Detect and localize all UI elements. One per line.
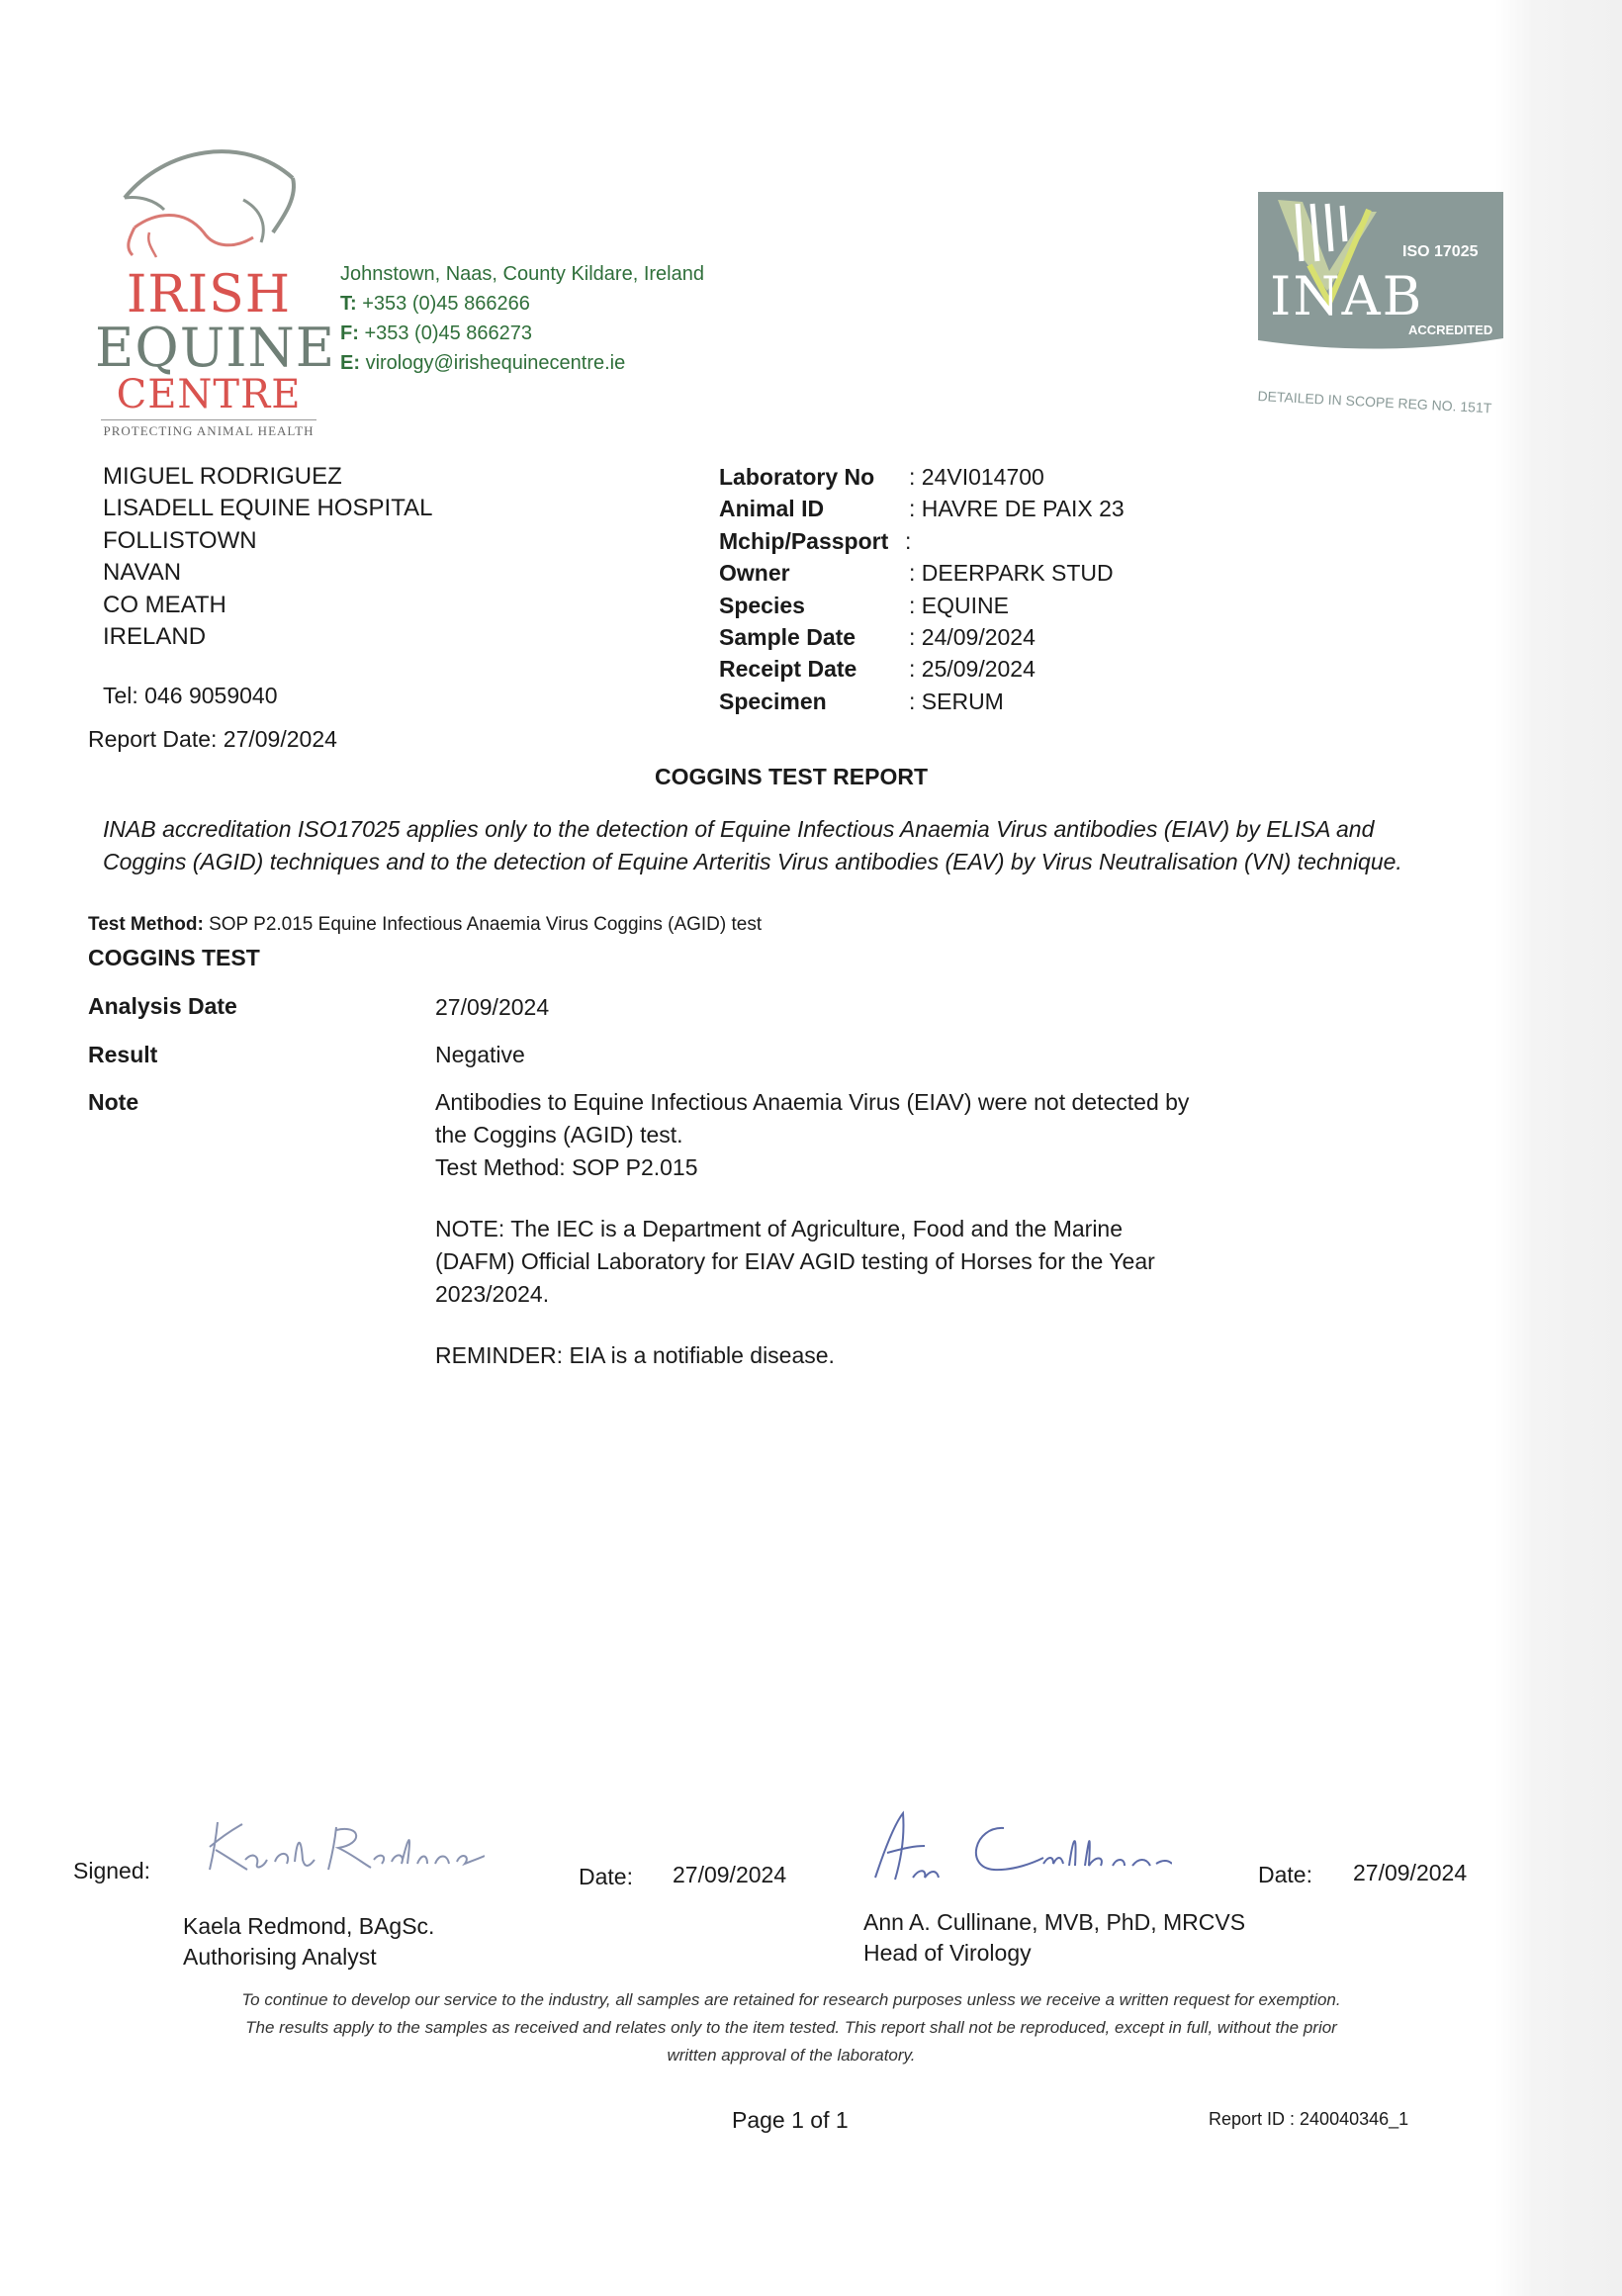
signed-label: Signed: (73, 1858, 151, 1883)
inab-testing: TESTING (1416, 356, 1494, 376)
logo-irish: IRISH (126, 265, 292, 324)
analysis-date-value: 27/09/2024 (435, 994, 550, 1020)
logo-tagline: PROTECTING ANIMAL HEALTH (103, 423, 315, 438)
inab-name: INAB (1270, 265, 1424, 327)
centre-contact-block (340, 259, 704, 378)
head-date-label: Date: (1258, 1862, 1312, 1887)
analyst-role: Authorising Analyst (183, 1944, 377, 1970)
inab-statement: INAB accreditation ISO17025 applies only to the detection of Equine Infectious Anaemia Virus antibodies (EIAV) by ELISA and Coggins (AGID) techniques and to the detection of Equine Arteritis Virus antibodies (EAV) by Virus Neutralisation (VN) technique. (103, 816, 1402, 874)
result-value: Negative (435, 1042, 525, 1067)
address-line: MIGUEL RODRIGUEZ (103, 463, 342, 490)
page-number: Page 1 of 1 (732, 2107, 849, 2133)
centre-fax: F: +353 (0)45 866273 (340, 322, 533, 344)
sample-info-row: Sample Date : 24/09/2024 (719, 623, 1036, 650)
centre-email: E: virology@irishequinecentre.ie (340, 352, 626, 374)
logo-centre: CENTRE (116, 372, 302, 417)
head-name: Ann A. Cullinane, MVB, PhD, MRCVS (863, 1909, 1246, 1935)
analyst-name: Kaela Redmond, BAgSc. (183, 1913, 435, 1939)
irish-equine-centre-logo (95, 138, 336, 438)
coggins-heading: COGGINS TEST (88, 945, 260, 970)
head-name-block (863, 1907, 1245, 1969)
analyst-date-label: Date: (579, 1864, 633, 1889)
head-role: Head of Virology (863, 1940, 1032, 1966)
logo-equine: EQUINE (95, 317, 336, 379)
result-label: Result (88, 1042, 158, 1067)
report-date: Report Date: 27/09/2024 (88, 726, 337, 752)
horse-logo-icon (95, 138, 322, 277)
note-label: Note (88, 1089, 139, 1115)
analyst-date: 27/09/2024 (673, 1862, 787, 1887)
test-method: Test Method: SOP P2.015 Equine Infectious Anaemia Virus Coggins (AGID) test (88, 914, 763, 935)
recipient-address (103, 461, 432, 653)
sample-info-row: Owner : DEERPARK STUD (719, 560, 1114, 587)
sample-info-row: Receipt Date : 25/09/2024 (719, 656, 1036, 683)
scan-page-edge (1495, 0, 1622, 2296)
analyst-signature (198, 1812, 485, 1886)
footer-disclaimer: To continue to develop our service to the industry, all samples are retained for research purposes unless we receive a written request for exemption. The results apply to the samples as received and relates only to the item tested. This report shall not be reproduced, except in full, without the prior written approval of the laboratory. (241, 1990, 1341, 2065)
dafm-note: NOTE: The IEC is a Department of Agriculture, Food and the Marine (DAFM) Official Laboratory for EIAV AGID testing of Horses for the Year 2023/2024. (435, 1216, 1155, 1307)
note-text: Antibodies to Equine Infectious Anaemia Virus (EIAV) were not detected by the Coggins (AGID) test. Test Method: SOP P2.015 (435, 1089, 1190, 1180)
address-line: FOLLISTOWN (103, 526, 257, 554)
sample-info-row: Specimen : SERUM (719, 688, 1004, 714)
report-title: COGGINS TEST REPORT (654, 764, 929, 789)
sample-info-row: Laboratory No : 24VI014700 (719, 464, 1044, 490)
inab-iso: ISO 17025 (1402, 243, 1479, 260)
head-signature (865, 1808, 1172, 1892)
logo-divider (101, 419, 316, 420)
centre-phone: T: +353 (0)45 866266 (340, 293, 530, 315)
analysis-date-label: Analysis Date (88, 993, 237, 1019)
address-line: CO MEATH (103, 591, 226, 618)
inab-scope: DETAILED IN SCOPE REG NO. 151T (1257, 388, 1492, 416)
recipient-tel: Tel: 046 9059040 (103, 683, 278, 708)
address-line: IRELAND (103, 623, 207, 651)
inab-accreditation-badge (1257, 192, 1503, 416)
sample-info-row: Animal ID : HAVRE DE PAIX 23 (719, 496, 1125, 522)
address-line: LISADELL EQUINE HOSPITAL (103, 495, 433, 522)
reminder-note: REMINDER: EIA is a notifiable disease. (435, 1342, 835, 1368)
handwritten-signature-icon (865, 1808, 1172, 1887)
report-id: Report ID : 240040346_1 (1209, 2109, 1409, 2129)
inab-accredited: ACCREDITED (1408, 322, 1493, 337)
sample-info-row: Mchip/Passport : (719, 527, 912, 554)
address-line: NAVAN (103, 559, 182, 587)
head-date: 27/09/2024 (1353, 1860, 1468, 1885)
analyst-name-block (183, 1911, 434, 1973)
handwritten-signature-icon (198, 1812, 485, 1882)
centre-address: Johnstown, Naas, County Kildare, Ireland (340, 263, 704, 285)
sample-info-row: Species : EQUINE (719, 592, 1009, 618)
sample-info-table (719, 461, 1125, 717)
